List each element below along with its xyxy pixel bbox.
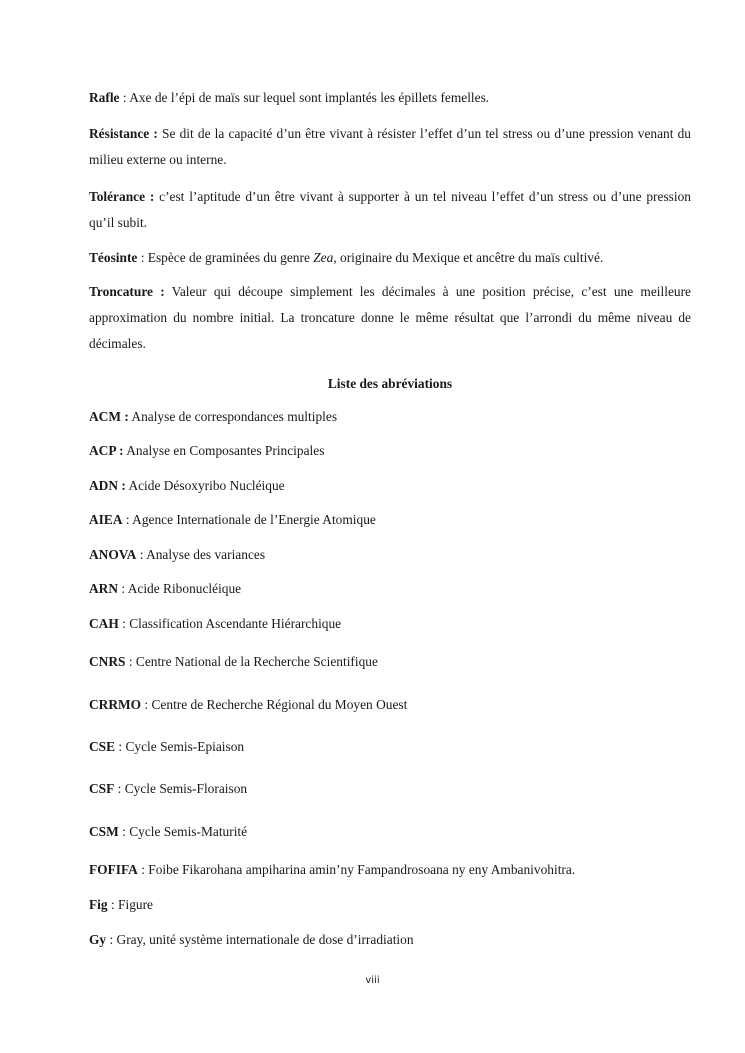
abbreviation-term: AIEA [89,512,123,527]
abbreviation-acp [89,442,691,460]
abbreviation-term: ACP : [89,443,124,458]
abbreviation-separator: : [118,616,130,631]
abbreviation-term: ADN : [89,478,126,493]
abbreviation-definition: Centre National de la Recherche Scientifique [135,654,378,669]
abbreviation-fofifa [89,861,691,879]
abbreviation-definition: Acide Désoxyribo Nucléique [128,478,285,493]
abbreviation-term: ANOVA [89,547,137,562]
abbreviation-separator: : [141,697,152,712]
abbreviation-separator: : [125,654,136,669]
glossary-definition: Se dit de la capacité d’un être vivant à résister l’effet d’un tel stress ou d’une pression venant du milieu externe ou interne. [89,126,691,167]
glossary-entry-troncature [89,279,691,357]
glossary-term: Rafle [89,90,120,105]
abbreviation-definition: Acide Ribonucléique [127,581,242,596]
abbreviation-gy [89,931,691,949]
glossary-definition: Valeur qui découpe simplement les décimales à une position précise, c’est une meilleure approximation du nombre initial. La troncature donne le même résultat que l’arrondi du même niveau de décimales. [89,284,691,351]
abbreviation-separator: : [122,512,133,527]
abbreviation-arn [89,580,691,598]
glossary-separator: : [137,250,148,265]
glossary-term: Tolérance : [89,189,155,204]
abbreviation-separator: : [114,781,125,796]
abbreviation-separator: : [118,581,128,596]
abbreviation-cah [89,615,691,633]
glossary-separator [165,284,172,299]
abbreviation-separator: : [136,547,147,562]
abbreviation-separator: : [106,932,117,947]
abbreviation-crrmo [89,696,691,714]
abbreviation-definition: Cycle Semis-Maturité [129,824,248,839]
glossary-entry-rafle [89,85,691,111]
abbreviation-definition: Analyse en Composantes Principales [126,443,325,458]
abbreviation-csf [89,780,691,798]
abbreviation-definition: Analyse des variances [146,547,266,562]
abbreviation-term: CAH [89,616,119,631]
glossary-term: Troncature : [89,284,165,299]
abbreviations-heading: Liste des abréviations [327,376,453,391]
glossary-entry-teosinte [89,245,691,271]
genus-name: Zea [313,250,334,265]
abbreviation-definition: Gray, unité système internationale de dose d’irradiation [116,932,414,947]
abbreviation-csm [89,823,691,841]
abbreviation-term: CSE [89,739,116,754]
abbreviation-cnrs [89,653,691,671]
glossary-definition: Axe de l’épi de maïs sur lequel sont implantés les épillets femelles. [129,90,490,105]
abbreviation-adn [89,477,691,495]
abbreviation-cse [89,738,691,756]
abbreviation-term: FOFIFA [89,862,138,877]
abbreviation-separator: : [107,897,119,912]
abbreviation-definition: Figure [118,897,153,912]
abbreviation-fig [89,896,691,914]
abbreviation-separator: : [118,824,130,839]
abbreviation-definition: Cycle Semis-Epiaison [125,739,245,754]
glossary-term: Résistance : [89,126,158,141]
page-number: viii [365,975,380,986]
abbreviation-separator: : [137,862,149,877]
abbreviation-definition: Classification Ascendante Hiérarchique [129,616,342,631]
abbreviation-definition: Cycle Semis-Floraison [124,781,248,796]
abbreviation-term: CNRS [89,654,126,669]
glossary-definition: Espèce de graminées du genre [147,250,314,265]
glossary-term: Téosinte [89,250,138,265]
abbreviation-term: CRRMO [89,697,142,712]
abbreviation-definition: Analyse de correspondances multiples [131,409,338,424]
abbreviation-definition: Centre de Recherche Régional du Moyen Ouest [151,697,408,712]
abbreviation-term: Fig [89,897,108,912]
abbreviation-term: Gy [89,932,107,947]
glossary-definition-rest: , originaire du Mexique et ancêtre du maïs cultivé. [333,250,604,265]
abbreviation-separator: : [115,739,126,754]
glossary-definition: c’est l’aptitude d’un être vivant à supporter à un tel niveau l’effet d’un stress ou d’une pression qu’il subit. [89,189,691,230]
abbreviation-definition: Foibe Fikarohana ampiharina amin’ny Fampandrosoana ny eny Ambanivohitra. [148,862,576,877]
glossary-entry-resistance [89,121,691,173]
glossary-separator: : [119,90,130,105]
abbreviation-term: ARN [89,581,119,596]
glossary-entry-tolerance [89,184,691,236]
abbreviation-term: CSM [89,824,119,839]
abbreviation-aiea [89,511,691,529]
abbreviation-definition: Agence Internationale de l’Energie Atomique [132,512,376,527]
abbreviation-acm [89,408,691,426]
abbreviation-term: CSF [89,781,115,796]
abbreviation-anova [89,546,691,564]
abbreviation-term: ACM : [89,409,129,424]
